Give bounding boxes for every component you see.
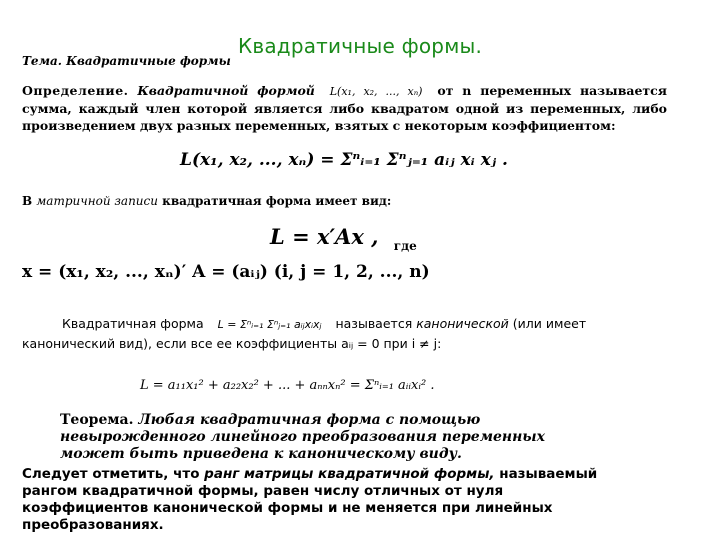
canonical-prefix: Квадратичная форма bbox=[62, 316, 204, 331]
note-prefix: Следует отметить, что bbox=[22, 466, 200, 482]
formula-double-sum: L(x₁, x₂, ..., xₙ) = Σⁿᵢ₌₁ Σⁿⱼ₌₁ aᵢⱼ xᵢ xⱼ . bbox=[180, 150, 508, 170]
matrix-intro-suffix: квадратичная форма имеет вид: bbox=[162, 194, 392, 208]
canonical-mid: называется bbox=[335, 316, 413, 331]
theorem-paragraph bbox=[60, 412, 605, 463]
theme-line: Тема. Квадратичные формы bbox=[22, 54, 231, 68]
theorem-label: Теорема. bbox=[60, 412, 134, 428]
formula-matrix-form bbox=[270, 224, 417, 253]
formula-matrix: L = x′Ax , bbox=[270, 224, 379, 249]
formula-where: где bbox=[393, 239, 417, 253]
definition-term: Квадратичной формой bbox=[137, 83, 315, 98]
theorem-text: Любая квадратичная форма с помощью невырожденного линейного преобразования переменных может быть приведена к каноническому виду. bbox=[60, 412, 545, 462]
canonical-suffix: (или имеет канонический вид), если все ее коэффициенты aᵢⱼ = 0 при i ≠ j: bbox=[22, 316, 587, 351]
slide-title: Квадратичные формы. bbox=[237, 34, 483, 58]
formula-canonical: L = a₁₁x₁² + a₂₂x₂² + ... + aₙₙxₙ² = Σⁿᵢ₌₁ aᵢᵢxᵢ² . bbox=[140, 378, 435, 393]
definition-label: Определение. bbox=[22, 83, 129, 98]
formula-vectors: x = (x₁, x₂, ..., xₙ)′ A = (aᵢⱼ) (i, j = 1, 2, ..., n) bbox=[22, 262, 430, 282]
note-suffix: называемый рангом квадратичной формы, равен числу отличных от нуля коэффициентов канонической формы и не меняется при линейных преобразованиях. bbox=[22, 466, 598, 533]
canonical-paragraph bbox=[22, 314, 607, 353]
canonical-italic: канонической bbox=[416, 316, 509, 331]
matrix-intro bbox=[22, 194, 667, 208]
matrix-intro-prefix: В bbox=[22, 194, 33, 208]
definition-inline-formula: L(x₁, x₂, ..., xₙ) bbox=[329, 85, 423, 98]
note-paragraph bbox=[22, 466, 612, 534]
definition-paragraph bbox=[22, 82, 667, 134]
note-italic: ранг матрицы квадратичной формы, bbox=[204, 466, 495, 482]
matrix-intro-italic: матричной записи bbox=[36, 194, 158, 208]
definition-text: от n переменных называется сумма, каждый член которой является либо квадратом одной из переменных, либо произведением двух разных переменных, взятых с некоторым коэффициентом: bbox=[22, 83, 668, 133]
canonical-inline-formula: L = Σⁿᵢ₌₁ Σⁿⱼ₌₁ aᵢⱼxᵢxⱼ bbox=[217, 318, 322, 331]
